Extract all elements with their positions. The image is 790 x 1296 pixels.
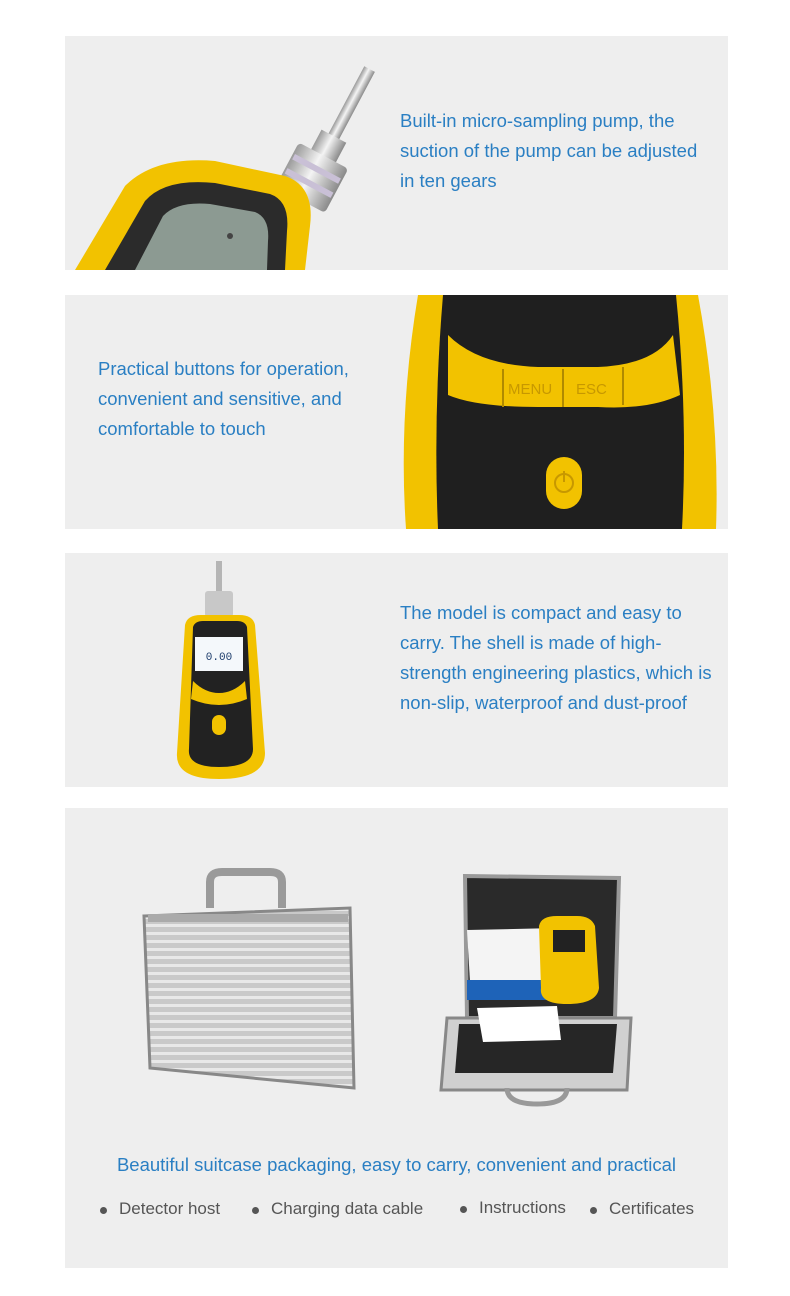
device-buttons-image bbox=[398, 295, 728, 529]
feature-compact-text: The model is compact and easy to carry. The shell is made of high-strength engineering plastics, which is non-slip, waterproof and dust-proof bbox=[400, 602, 712, 713]
pump-probe-image bbox=[65, 36, 385, 270]
list-item: Detector host bbox=[100, 1199, 220, 1219]
menu-button-label: MENU bbox=[508, 381, 553, 398]
screen-reading: 0.00 bbox=[205, 652, 233, 664]
list-item: Instructions bbox=[460, 1198, 566, 1218]
feature-buttons-text: Practical buttons for operation, convenient and sensitive, and comfortable to touch bbox=[98, 358, 349, 439]
closed-suitcase-image bbox=[140, 868, 360, 1098]
feature-pump-text: Built-in micro-sampling pump, the suction of the pump can be adjusted in ten gears bbox=[400, 110, 698, 191]
feature-buttons-panel bbox=[65, 295, 728, 529]
packaging-panel bbox=[65, 808, 728, 1268]
esc-button-label: ESC bbox=[576, 381, 607, 398]
list-item: Certificates bbox=[590, 1199, 694, 1219]
open-suitcase-image bbox=[437, 868, 637, 1108]
list-item: Charging data cable bbox=[252, 1199, 423, 1219]
device-full-image bbox=[165, 553, 285, 787]
feature-compact-panel bbox=[65, 553, 728, 787]
packaging-caption: Beautiful suitcase packaging, easy to carry, convenient and practical bbox=[116, 1154, 677, 1175]
feature-pump-panel bbox=[65, 36, 728, 270]
